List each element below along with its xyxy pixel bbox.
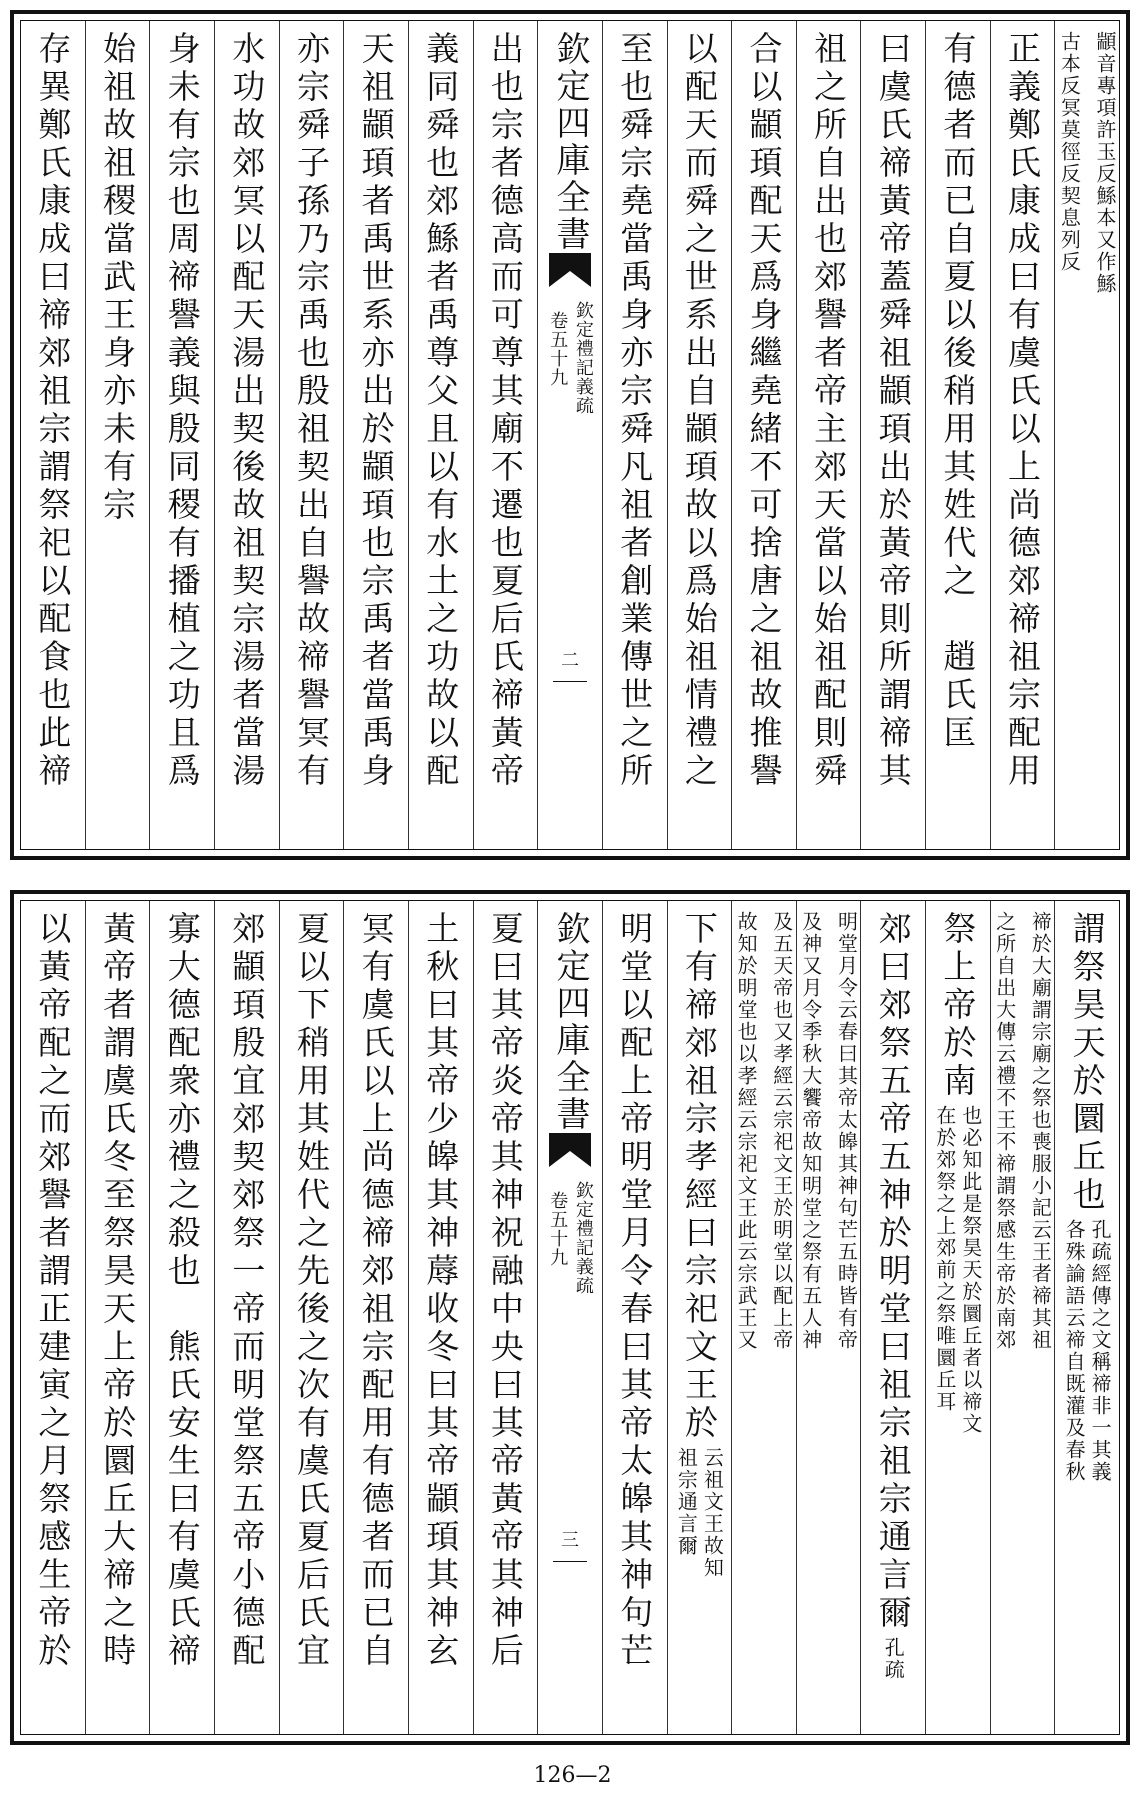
text-column — [343, 901, 408, 1734]
annotation-right: 顓音專項許玉反鯀本又作鯀 — [1093, 31, 1117, 295]
folio-rule — [553, 681, 587, 682]
text-column — [408, 21, 473, 849]
fishtail-mark-icon — [549, 253, 591, 287]
fishtail-mark-icon — [549, 1133, 591, 1167]
column-text: 正義鄭氏康成曰有虞氏以上尚德郊禘祖宗配用 — [1003, 31, 1043, 791]
column-text: 黃帝者謂虞氏冬至祭昊天上帝於圜丘大禘之時 — [98, 911, 138, 1671]
column-text: 夏曰其帝炎帝其神祝融中央曰其帝黃帝其神后 — [485, 911, 525, 1671]
column-text: 謂祭昊天於圜丘也 — [1067, 911, 1107, 1215]
text-column — [214, 901, 279, 1734]
text-column — [796, 21, 861, 849]
column-text: 祭上帝於南 — [938, 911, 978, 1101]
center-column — [537, 901, 602, 1734]
annotation-right: 明堂月令云春曰其帝太皞其神句芒五時皆有帝 — [834, 911, 859, 1351]
text-column — [731, 21, 796, 849]
column-text: 下有禘郊祖宗孝經曰宗祀文王於 — [679, 911, 719, 1443]
folio-rule — [553, 1561, 587, 1562]
text-column — [667, 901, 732, 1734]
column-text: 夏以下稍用其姓代之先後之次有虞氏夏后氏宜 — [291, 911, 331, 1671]
text-column — [860, 21, 925, 849]
volume-number: 卷五十九 — [547, 311, 569, 387]
text-column — [602, 21, 667, 849]
top-columns — [21, 21, 1119, 849]
column-text: 郊顓頊殷宜郊契郊祭一帝而明堂祭五帝小德配 — [227, 911, 267, 1671]
folio-number: 三 — [561, 1530, 580, 1551]
annotation-right: 及五天帝也又孝經云宗祀文王於明堂以配上帝 — [769, 911, 794, 1351]
annotation-left: 之所自出大傳云禮不王不禘謂祭感生帝於南郊 — [992, 911, 1017, 1351]
column-text: 以配天而舜之世系出自顓頊故以爲始祖情禮之 — [679, 31, 719, 791]
column-text: 曰虞氏禘黃帝蓋舜祖顓頊出於黃帝則所謂禘其 — [873, 31, 913, 791]
text-column — [990, 21, 1055, 849]
text-column — [473, 21, 538, 849]
text-column — [279, 901, 344, 1734]
annotation-right: 孔疏經傳之文稱禘非一其義 — [1088, 1219, 1113, 1483]
text-column — [1054, 901, 1119, 1734]
column-text: 冥有虞氏以上尚德禘郊祖宗配用有德者而已自 — [356, 911, 396, 1671]
column-text: 水功故郊冥以配天湯出契後故祖契宗湯者當湯 — [227, 31, 267, 791]
column-text: 明堂以配上帝明堂月令春曰其帝太皞其神句芒 — [615, 911, 655, 1671]
annotation-left: 故知於明堂也以孝經云宗祀文王此云宗武王又 — [734, 911, 759, 1351]
annotation-pair — [674, 1447, 725, 1579]
column-text: 以黃帝配之而郊譽者謂正建寅之月祭感生帝於 — [33, 911, 73, 1671]
folio-number: 二 — [561, 650, 580, 671]
text-column — [860, 901, 925, 1734]
column-text: 寡大德配衆亦禮之殺也 熊氏安生曰有虞氏禘 — [162, 911, 202, 1671]
text-column — [149, 901, 214, 1734]
column-text: 郊曰郊祭五帝五神於明堂曰祖宗祖宗通言爾 — [873, 911, 913, 1633]
annotation-pair — [932, 1105, 983, 1435]
sub-title: 欽定禮記義疏 — [572, 301, 594, 415]
sub-title: 欽定禮記義疏 — [572, 1181, 594, 1295]
annotation-left: 古本反冥莫徑反契息列反 — [1057, 31, 1082, 273]
column-text: 天祖顓頊者禹世系亦出於顓頊也宗禹者當禹身 — [356, 31, 396, 791]
annotation-pair — [1062, 1219, 1113, 1483]
column-text: 存異鄭氏康成曰禘郊祖宗謂祭祀以配食也此禘 — [33, 31, 73, 791]
top-half-page — [10, 10, 1130, 860]
column-text: 始祖故祖稷當武王身亦未有宗 — [98, 31, 138, 525]
text-column — [667, 21, 732, 849]
text-column — [21, 901, 85, 1734]
text-column — [990, 901, 1055, 1734]
mixed-column-wrap — [1055, 911, 1119, 1483]
column-text: 合以顓頊配天爲身繼堯緒不可捨唐之祖故推譽 — [744, 31, 784, 791]
text-column — [21, 21, 85, 849]
annotation-left: 各殊論語云禘自既灌及春秋 — [1062, 1219, 1087, 1483]
text-column — [796, 901, 861, 1734]
text-column — [85, 901, 150, 1734]
annotation-tail: 孔疏 — [881, 1637, 906, 1681]
center-column — [537, 21, 602, 849]
column-text: 出也宗者德高而可尊其廟不遷也夏后氏禘黃帝 — [485, 31, 525, 791]
mixed-column-wrap — [861, 911, 925, 1681]
column-text: 有德者而已自夏以後稍用其姓代之 趙氏匡 — [938, 31, 978, 753]
text-column — [925, 901, 990, 1734]
bottom-page-frame — [20, 900, 1120, 1735]
text-column — [149, 21, 214, 849]
text-column — [602, 901, 667, 1734]
text-column — [343, 21, 408, 849]
text-column — [731, 901, 796, 1734]
column-text: 身未有宗也周禘譽義與殷同稷有播植之功且爲 — [162, 31, 202, 791]
text-column — [925, 21, 990, 849]
annotation-left: 及神又月令季秋大饗帝故知明堂之祭有五人神 — [798, 911, 823, 1351]
volume-number: 卷五十九 — [547, 1191, 569, 1267]
annotation-right: 也必知此是祭昊天於圜丘者以禘文 — [958, 1105, 983, 1435]
text-column — [1054, 21, 1119, 849]
text-column — [279, 21, 344, 849]
page-code: 126—2 — [533, 1763, 612, 1788]
annotation-right: 禘於大廟謂宗廟之祭也喪服小記云王者禘其祖 — [1028, 911, 1053, 1351]
column-text: 至也舜宗堯當禹身亦宗舜凡祖者創業傳世之所 — [615, 31, 655, 791]
text-column — [408, 901, 473, 1734]
column-text: 祖之所自出也郊譽者帝主郊天當以始祖配則舜 — [809, 31, 849, 791]
annotation-left: 祖宗通言爾 — [674, 1447, 699, 1557]
column-text: 土秋曰其帝少皞其神蓐收冬曰其帝顓頊其神玄 — [421, 911, 461, 1671]
bottom-columns — [21, 901, 1119, 1734]
column-text: 義同舜也郊鯀者禹尊父且以有水土之功故以配 — [421, 31, 461, 791]
annotation-right: 云祖文王故知 — [700, 1447, 725, 1579]
book-title: 欽定四庫全書 — [550, 31, 591, 253]
column-text: 亦宗舜子孫乃宗禹也殷祖契出自譽故禘譽冥有 — [291, 31, 331, 791]
top-page-frame — [20, 20, 1120, 850]
bottom-half-page — [10, 890, 1130, 1745]
annotation-left: 在於郊祭之上郊前之祭唯圜丘耳 — [932, 1105, 957, 1413]
text-column — [473, 901, 538, 1734]
book-title: 欽定四庫全書 — [550, 911, 591, 1133]
mixed-column-wrap — [668, 911, 732, 1579]
text-column — [214, 21, 279, 849]
text-column — [85, 21, 150, 849]
mixed-column-wrap — [926, 911, 990, 1435]
